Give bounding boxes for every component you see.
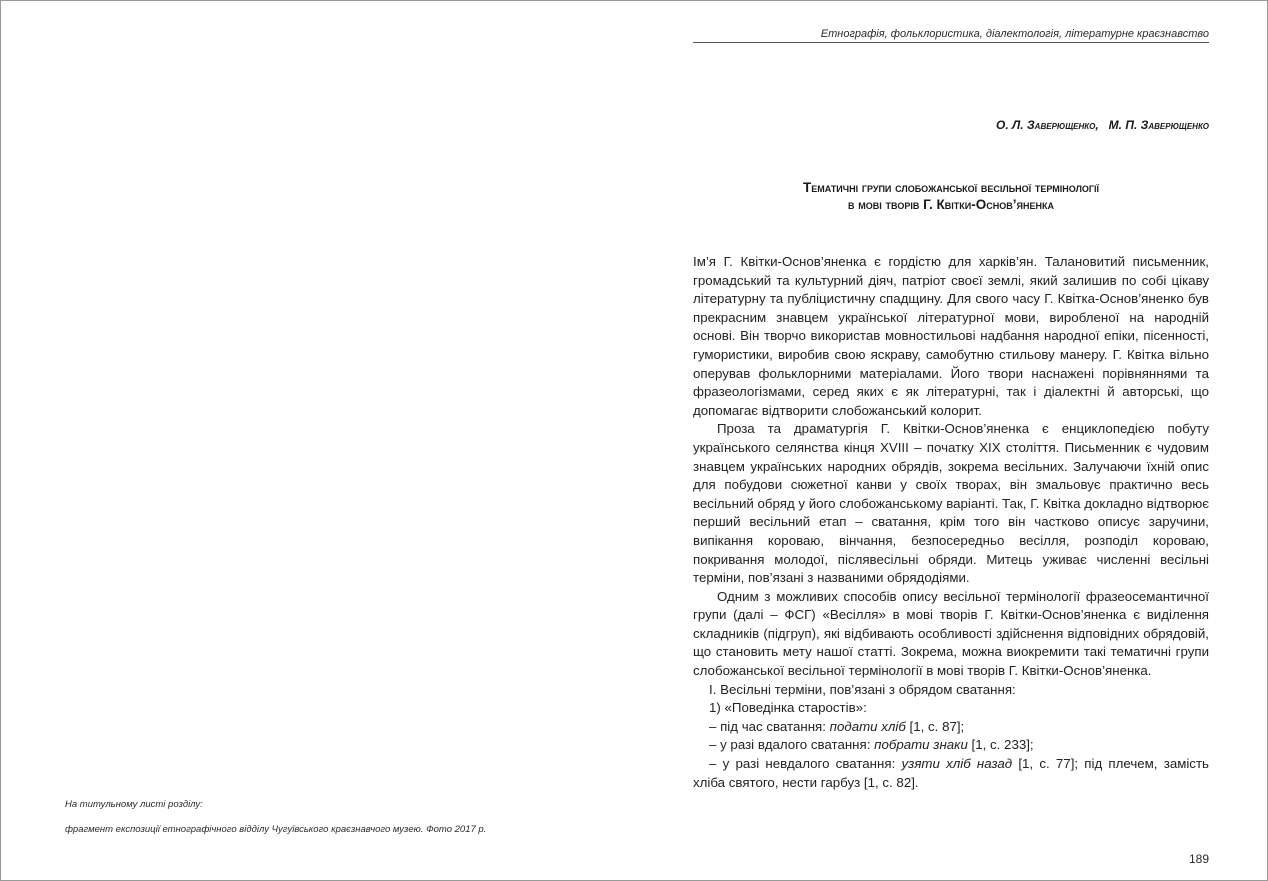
list-item: – у разі невдалого сватання: узяти хліб назад [1, с. 77]; під плечем, замість хліба святого, нести гарбуз [1, с. 82]. <box>693 756 1209 790</box>
paragraph-2: Проза та драматургія Г. Квітки-Основ’яненка є енциклопедією побуту українського селянства кінця XVIII – початку XIX століття. Письменник є чудовим знавцем українських народних обрядів, зокрема весільних. Залучаючи їхній опис для побудови сюжетної канви у своїх творах, він змальовує практично весь весільний обряд у його слобожанському варіанті. Так, Г. Квітка докладно відтворює перший весільний етап – сватання, крім того він частково описує заручини, випікання короваю, вінчання, безпосередньо весілля, розподіл короваю, покривання молодої, післявесільні обряди. Митець уживає численні весільні терміни, пов’язані з названими обрядодіями. <box>693 421 1210 586</box>
running-header: Етнографія, фольклористика, діалектологія, літературне краєзнавство <box>693 28 1209 43</box>
caption-body: фрагмент експозиції етнографічного відділу Чугуївського краєзнавчого музею. Фото 2017 р. <box>65 824 487 835</box>
author-1-surname: Заверющенко <box>1026 118 1096 132</box>
page-number: 189 <box>1188 852 1209 866</box>
author-1-initials: О. Л. <box>996 118 1024 132</box>
term: узяти хліб назад <box>901 756 1013 772</box>
article-title <box>693 179 1209 213</box>
article-authors: О. Л. Заверющенко, М. П. Заверющенко <box>996 118 1209 132</box>
article-body <box>693 253 1209 792</box>
paragraph-1: Ім’я Г. Квітки-Основ’яненка є гордістю для харків’ян. Талановитий письменник, громадський та культурний діяч, патріот своєї землі, який залишив по собі цікаву літературну та публіцистичну спадщину. Для свого часу Г. Квітка-Основ’яненко був прекрасним знавцем української літературної мови, виробленої на народній основі. Він творчо використав мовностильові надбання народної епіки, пісенності, гумористики, виробив свою яскраву, самобутню стильову манеру. Г. Квітка вільно оперував фольклорними матеріалами. Його твори наснажені порівняннями та фразеологізмами, серед яких є як літературні, так і діалектні й авторські, що допомагає відтворити слобожанський колорит. <box>693 254 1209 418</box>
term: подати хліб <box>829 718 906 734</box>
photo-caption <box>65 798 486 836</box>
title-line-1: Тематичні групи слобожанської весільної термінології <box>803 180 1099 195</box>
list-item: – у разі вдалого сватання: побрати знаки [1, с. 233]; <box>709 737 1034 753</box>
author-2-surname: Заверющенко <box>1140 118 1209 132</box>
author-2-initials: М. П. <box>1108 118 1138 132</box>
paragraph-4: І. Весільні терміни, пов’язані з обрядом сватання: <box>709 681 1016 697</box>
paragraph-3: Одним з можливих способів опису весільної термінології фразеосемантичної групи (далі – ФСГ) «Весілля» в мові творів Г. Квітки-Основ’яненка є виділення складників (підгруп), які відбивають особливості здійснення відповідних обрядовій, що становить мету нашої статті. Зокрема, можна виокремити такі тематичні групи слобожанської весільної термінології в мові творів Г. Квітки-Основ’яненка. <box>693 588 1209 679</box>
paragraph-5: 1) «Поведінка старостів»: <box>709 700 867 716</box>
list-item: – під час сватання: подати хліб [1, с. 87]; <box>709 718 965 734</box>
title-line-2: в мові творів Г. Квітки-Основ’яненка <box>848 197 1054 212</box>
term: побрати знаки <box>874 737 968 753</box>
caption-title: На титульному листі розділу: <box>65 799 203 810</box>
